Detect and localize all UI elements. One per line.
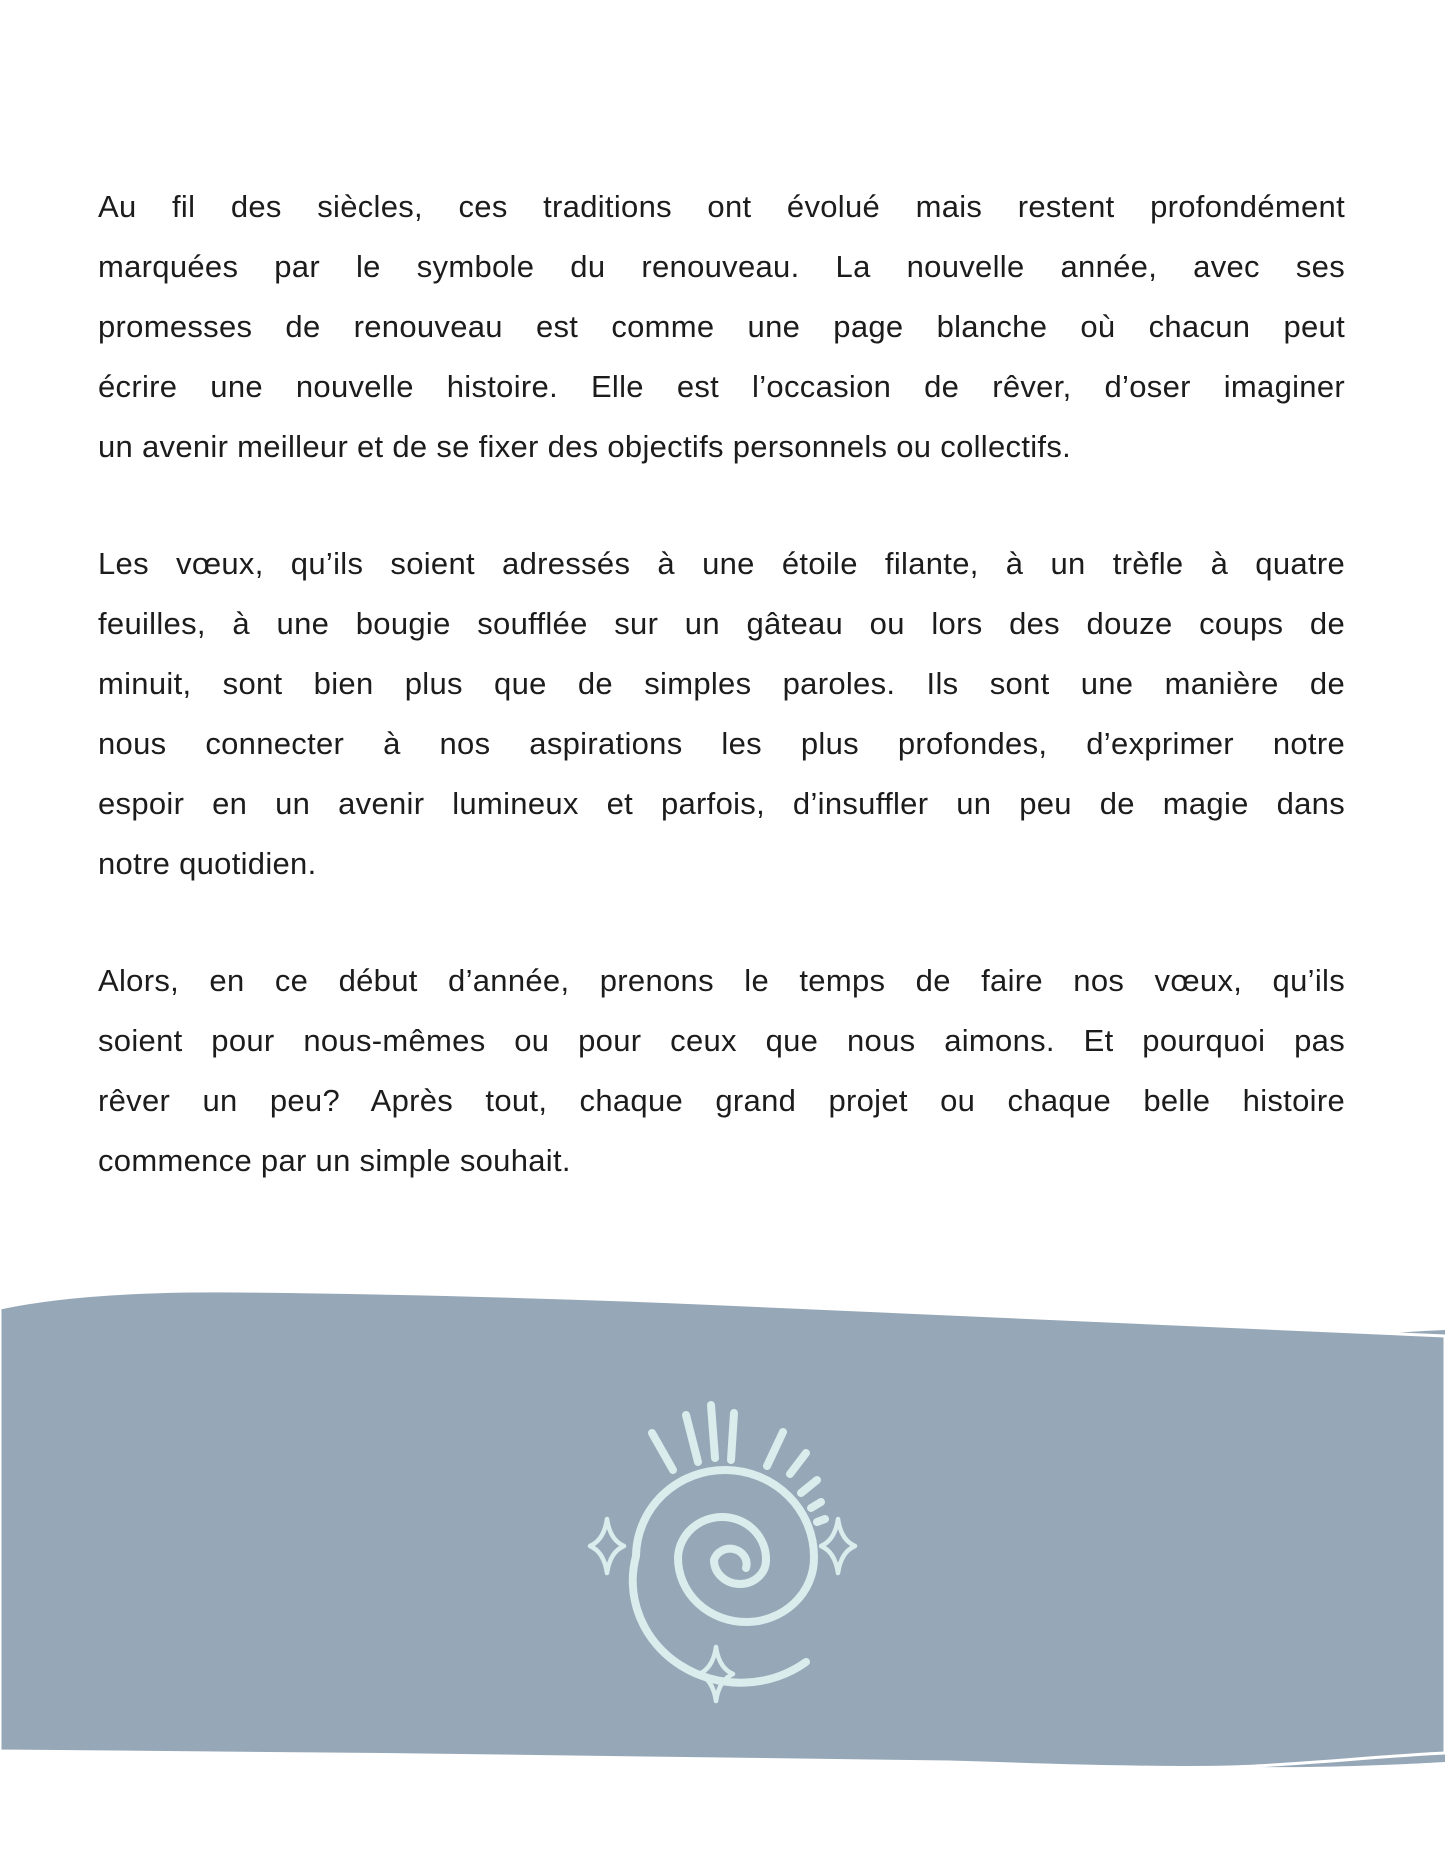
sun-ray: [731, 1413, 734, 1460]
text-line: feuilles, à une bougie soufflée sur un gâteau ou lors des douze coups de: [98, 606, 1345, 641]
decorative-footer: [0, 1270, 1445, 1871]
text-line: écrire une nouvelle histoire. Elle est l’occasion de rêver, d’oser imaginer: [98, 369, 1345, 404]
text-line: nous connecter à nos aspirations les plus profondes, d’exprimer notre: [98, 726, 1345, 761]
text-line: soient pour nous-mêmes ou pour ceux que nous aimons. Et pourquoi pas: [98, 1023, 1345, 1058]
text-line: un avenir meilleur et de se fixer des objectifs personnels ou collectifs.: [98, 429, 1072, 464]
text-line: notre quotidien.: [98, 846, 317, 881]
paragraph: [98, 534, 1345, 894]
sun-ray: [811, 1502, 821, 1508]
text-line: rêver un peu? Après tout, chaque grand projet ou chaque belle histoire: [98, 1083, 1345, 1118]
text-line: Au fil des siècles, ces traditions ont évolué mais restent profondément: [98, 189, 1345, 224]
article-body: [98, 177, 1345, 1191]
paragraph: [98, 951, 1345, 1191]
text-line: commence par un simple souhait.: [98, 1143, 571, 1178]
text-line: espoir en un avenir lumineux et parfois, d’insuffler un peu de magie dans: [98, 786, 1345, 821]
sun-ray: [711, 1405, 715, 1458]
wave-background: [0, 1291, 1445, 1768]
text-line: promesses de renouveau est comme une page blanche où chacun peut: [98, 309, 1345, 344]
text-line: minuit, sont bien plus que de simples paroles. Ils sont une manière de: [98, 666, 1345, 701]
text-line: Alors, en ce début d’année, prenons le temps de faire nos vœux, qu’ils: [98, 963, 1345, 998]
paragraph: [98, 177, 1345, 477]
text-line: Les vœux, qu’ils soient adressés à une étoile filante, à un trèfle à quatre: [98, 546, 1345, 581]
sun-ray: [817, 1519, 825, 1522]
text-line: marquées par le symbole du renouveau. La nouvelle année, avec ses: [98, 249, 1345, 284]
